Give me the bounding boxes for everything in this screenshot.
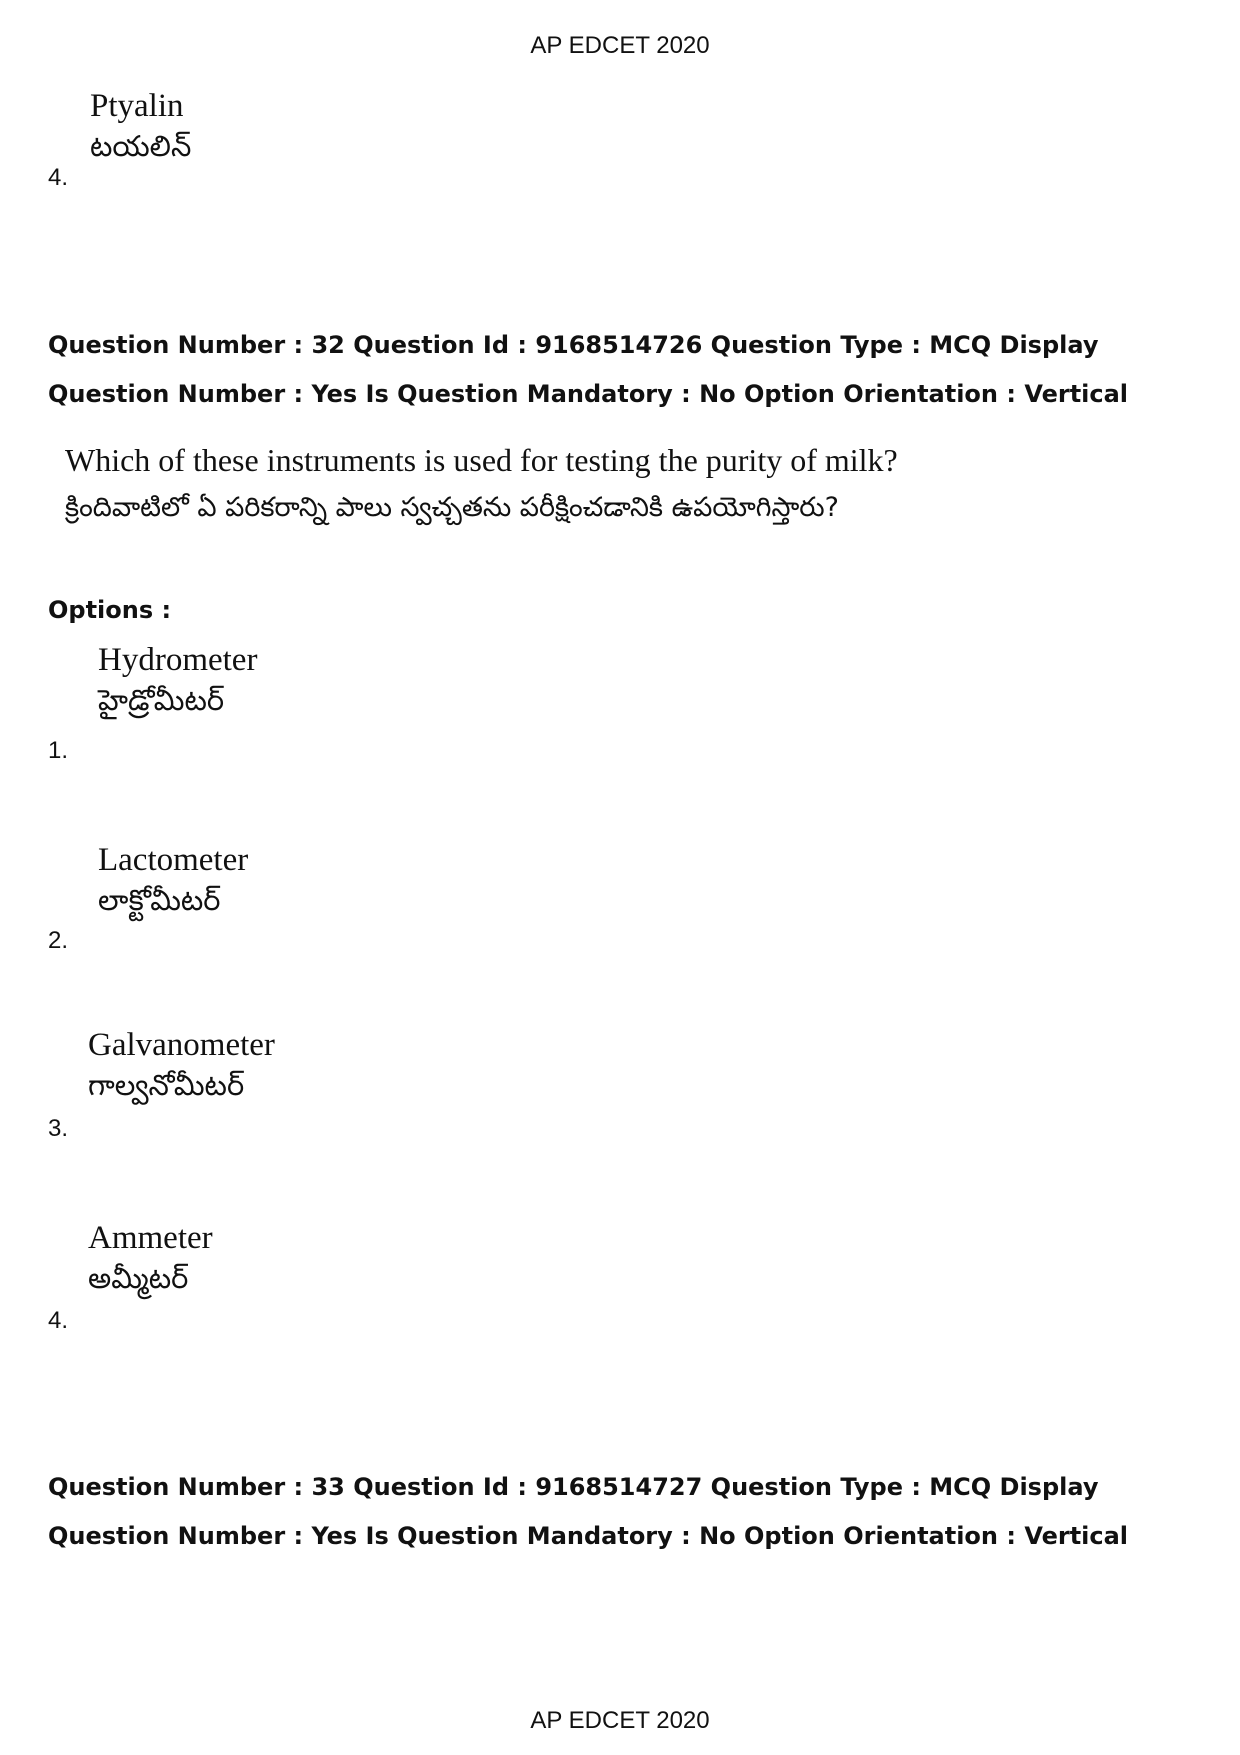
option-2 [98, 840, 248, 920]
question-english: Which of these instruments is used for testing the purity of milk? [65, 442, 898, 478]
option-telugu: లాక్టోమీటర్ [98, 883, 221, 917]
option-telugu: అమ్మీటర్ [88, 1261, 189, 1295]
question-telugu: క్రిందివాటిలో ఏ పరికరాన్ని పాలు స్వచ్చతను పరీక్షించడానికి ఉపయోగిస్తారు? [65, 492, 839, 523]
option-telugu: గాల్వనోమీటర్ [88, 1068, 245, 1102]
option-3 [88, 1025, 275, 1105]
option-4 [88, 1218, 213, 1298]
options-label: Options : [48, 596, 172, 624]
option-telugu: హైడ్రోమీటర్ [98, 683, 225, 717]
page-header: AP EDCET 2020 [530, 32, 710, 59]
option-english: Hydrometer [98, 642, 258, 678]
option-english: Galvanometer [88, 1027, 275, 1063]
option-english: Lactometer [98, 842, 249, 878]
option-number: 2. [48, 927, 69, 954]
question-meta-33: Question Number : 33 Question Id : 9168514727 Question Type : MCQ Display Question Number : Yes Is Question Mandatory : No Option Orientation : Vertical [48, 1473, 1129, 1550]
option-telugu: టయలిన్ [90, 129, 192, 163]
page-footer: AP EDCET 2020 [530, 1707, 710, 1734]
option-number: 1. [48, 737, 69, 764]
option-1 [98, 640, 257, 720]
option-number: 3. [48, 1115, 69, 1142]
option-english: Ammeter [88, 1220, 213, 1256]
option-english: Ptyalin [90, 88, 184, 124]
prev-option-text [90, 86, 191, 166]
question-meta-32: Question Number : 32 Question Id : 9168514726 Question Type : MCQ Display Question Number : Yes Is Question Mandatory : No Option Orientation : Vertical [48, 331, 1129, 408]
option-number: 4. [48, 164, 69, 191]
question-text [65, 436, 898, 532]
option-number: 4. [48, 1307, 69, 1334]
